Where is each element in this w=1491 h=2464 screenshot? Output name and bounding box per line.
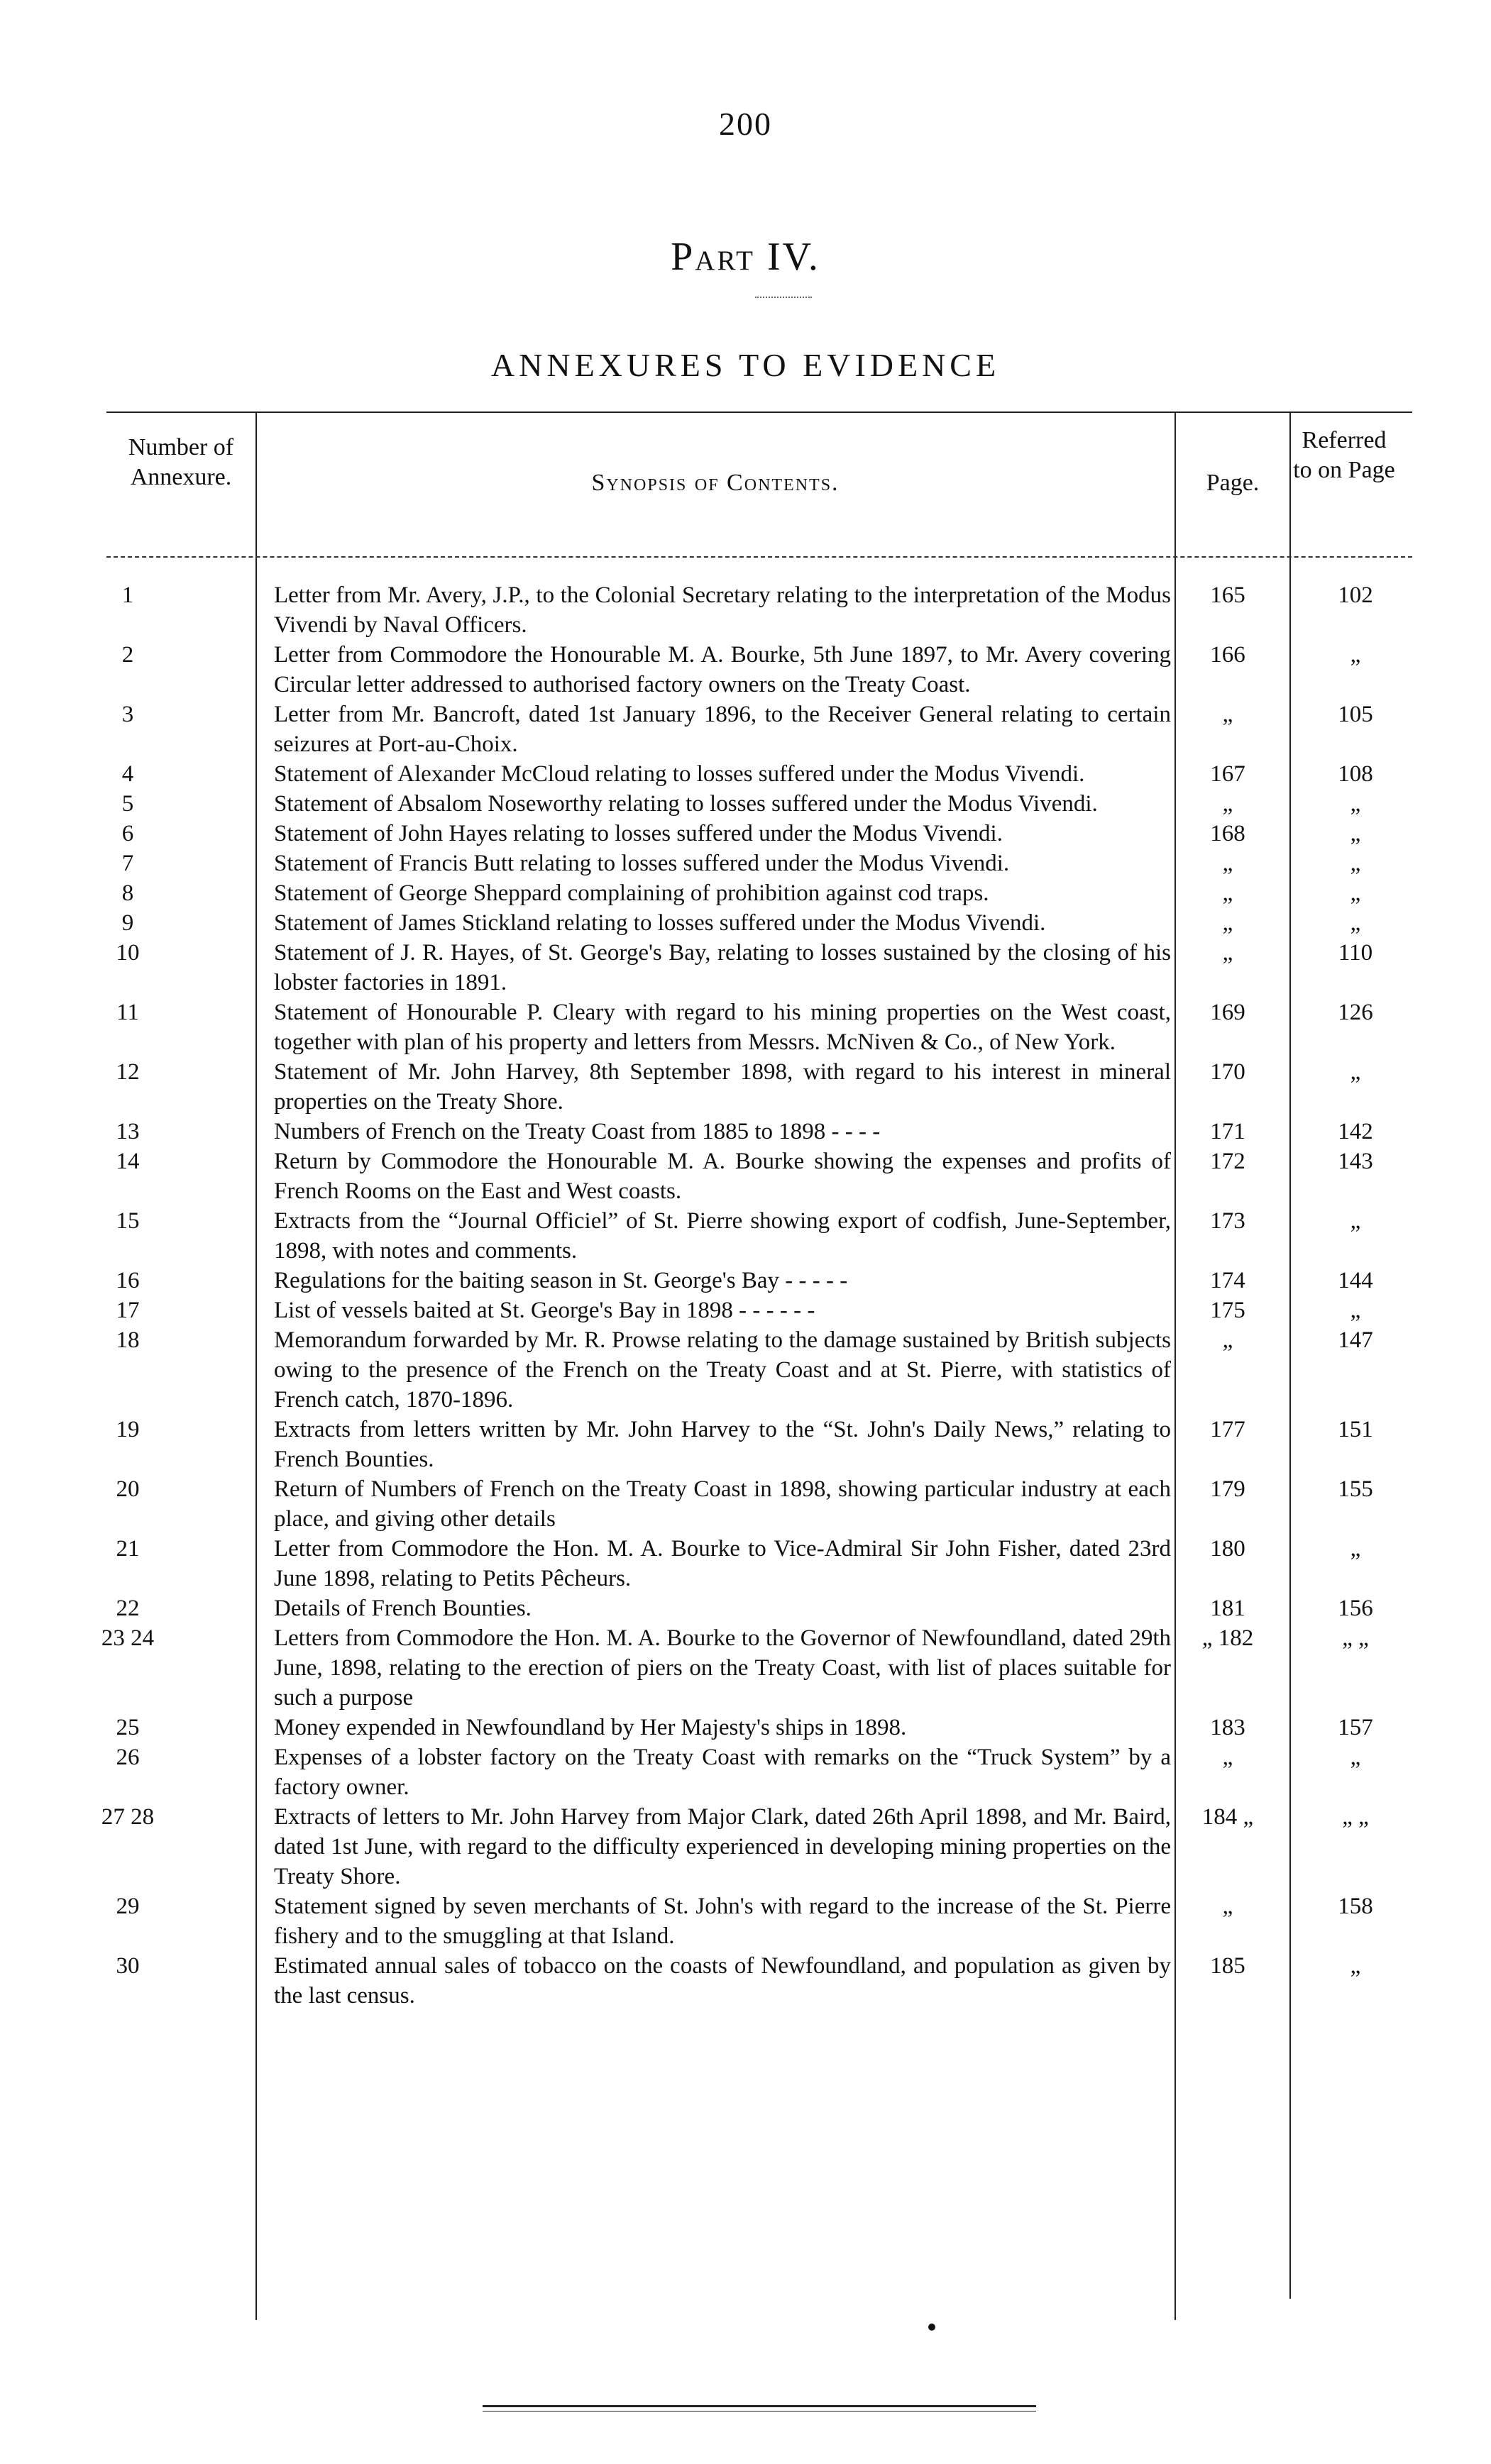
annexure-synopsis: Regulations for the baiting season in St. George's Bay - - - - -	[274, 1268, 848, 1293]
annexure-list	[0, 580, 1491, 2011]
table-row	[0, 1742, 1491, 1802]
annexure-number: 8	[121, 880, 134, 906]
annexure-synopsis: Money expended in Newfoundland by Her Majesty's ships in 1898.	[274, 1715, 907, 1740]
annexure-page: 180	[1210, 1536, 1245, 1562]
annexure-referred-page: „	[1350, 1059, 1361, 1085]
annexure-number: 21	[116, 1536, 140, 1562]
annexure-referred-page: 156	[1338, 1596, 1373, 1621]
annexure-number: 10	[116, 940, 140, 966]
annexure-number: 15	[116, 1208, 140, 1234]
table-row	[0, 1325, 1491, 1415]
table-row	[0, 1623, 1491, 1713]
table-row	[0, 1147, 1491, 1206]
annexure-number: 11	[116, 1000, 139, 1025]
annexure-referred-page: 102	[1338, 582, 1373, 608]
annexure-referred-page: „	[1350, 1536, 1361, 1562]
annexure-number: 1	[121, 582, 134, 608]
annexure-synopsis: Statement of James Stickland relating to losses suffered under the Modus Vivendi.	[274, 910, 1046, 936]
annexure-page: 185	[1210, 1953, 1245, 1979]
annexure-page: „	[1222, 791, 1233, 817]
annexure-synopsis: Statement of John Hayes relating to losses suffered under the Modus Vivendi.	[274, 821, 1003, 846]
annexure-referred-page: „ „	[1342, 1804, 1369, 1830]
annexure-referred-page: „	[1350, 821, 1361, 846]
annexure-synopsis: Statement of Mr. John Harvey, 8th September 1898, with regard to his interest in mineral properties on the Treaty Shore.	[274, 1059, 1171, 1115]
annexure-synopsis: List of vessels baited at St. George's Bay in 1898 - - - - - -	[274, 1298, 815, 1323]
annexure-number: 26	[116, 1745, 140, 1770]
annexure-page: „	[1222, 1745, 1233, 1770]
annexure-page: „	[1222, 702, 1233, 727]
annexure-number: 4	[121, 761, 134, 787]
annexure-synopsis: Extracts from letters written by Mr. John Harvey to the “St. John's Daily News,” relating to French Bounties.	[274, 1417, 1171, 1472]
annexure-number: 18	[116, 1327, 140, 1353]
table-row	[0, 1534, 1491, 1593]
annexure-synopsis: Statement signed by seven merchants of St. John's with regard to the increase of the St. Pierre fishery and to the smuggling at that Island.	[274, 1894, 1171, 1949]
annexure-page: 183	[1210, 1715, 1245, 1740]
annexure-referred-page: 143	[1338, 1149, 1373, 1174]
bullet-mark	[928, 2324, 935, 2331]
annexure-number: 3	[121, 702, 134, 727]
annexure-page: 184 „	[1201, 1804, 1254, 1830]
page-number: 200	[719, 106, 772, 142]
annexure-synopsis: Statement of Honourable P. Cleary with regard to his mining properties on the West coast, together with plan of his property and letters from Messrs. McNiven & Co., of New York.	[274, 1000, 1171, 1055]
annexure-page: 177	[1210, 1417, 1245, 1442]
annexure-page: 166	[1210, 642, 1245, 668]
annexure-page: 170	[1210, 1059, 1245, 1085]
annexure-page: „	[1222, 1894, 1233, 1919]
annexure-number: 13	[116, 1119, 140, 1144]
table-header-rule	[106, 556, 1412, 558]
annexure-referred-page: 157	[1338, 1715, 1373, 1740]
annexure-referred-page: 155	[1338, 1476, 1373, 1502]
annexure-referred-page: 151	[1338, 1417, 1373, 1442]
table-row	[0, 700, 1491, 759]
annexure-page: „	[1222, 880, 1233, 906]
annexure-synopsis: Estimated annual sales of tobacco on the coasts of Newfoundland, and population as given by the last census.	[274, 1953, 1171, 2009]
annexure-synopsis: Statement of Absalom Noseworthy relating to losses suffered under the Modus Vivendi.	[274, 791, 1098, 817]
annexure-referred-page: „	[1350, 910, 1361, 936]
annexure-page: „	[1222, 940, 1233, 966]
annexure-referred-page: „	[1350, 1953, 1361, 1979]
annexure-synopsis: Statement of George Sheppard complaining of prohibition against cod traps.	[274, 880, 989, 906]
table-row	[0, 878, 1491, 908]
annexure-synopsis: Memorandum forwarded by Mr. R. Prowse relating to the damage sustained by British subjects owing to the presence of the French on the Treaty Coast and at St. Pierre, with statistics of French catch, 1870-1896.	[274, 1327, 1171, 1413]
annexure-page: „	[1222, 910, 1233, 936]
annexure-synopsis: Extracts from the “Journal Officiel” of St. Pierre showing export of codfish, June-September, 1898, with notes and comments.	[274, 1208, 1171, 1264]
annexure-number: 17	[116, 1298, 140, 1323]
table-row	[0, 1295, 1491, 1325]
annexure-number: 9	[121, 910, 134, 936]
annexure-synopsis: Letter from Commodore the Hon. M. A. Bourke to Vice-Admiral Sir John Fisher, dated 23rd June 1898, relating to Petits Pêcheurs.	[274, 1536, 1171, 1591]
annexure-page: 165	[1210, 582, 1245, 608]
title-rule	[755, 297, 812, 298]
annexure-synopsis: Expenses of a lobster factory on the Treaty Coast with remarks on the “Truck System” by a factory owner.	[274, 1745, 1171, 1800]
annexure-referred-page: 126	[1338, 1000, 1373, 1025]
column-header-referred: Referred to on Page	[1293, 427, 1395, 483]
annexure-referred-page: 108	[1338, 761, 1373, 787]
annexure-synopsis: Letter from Commodore the Honourable M. A. Bourke, 5th June 1897, to Mr. Avery covering Circular letter addressed to authorised factory owners on the Treaty Coast.	[274, 642, 1171, 697]
annexure-number: 27 28	[101, 1804, 155, 1830]
annexure-number: 23 24	[101, 1625, 155, 1651]
annexure-synopsis: Statement of J. R. Hayes, of St. George's Bay, relating to losses sustained by the closing of his lobster factories in 1891.	[274, 940, 1171, 995]
annexure-number: 12	[116, 1059, 140, 1085]
column-header-synopsis: Synopsis of Contents.	[591, 470, 840, 496]
annexure-synopsis: Return of Numbers of French on the Treaty Coast in 1898, showing particular industry at each place, and giving other details	[274, 1476, 1171, 1532]
annexure-number: 2	[121, 642, 134, 668]
section-title: ANNEXURES TO EVIDENCE	[490, 347, 1001, 383]
annexure-synopsis: Details of French Bounties.	[274, 1596, 532, 1621]
annexure-referred-page: 142	[1338, 1119, 1373, 1144]
annexure-number: 6	[121, 821, 134, 846]
table-row	[0, 819, 1491, 849]
annexure-number: 14	[116, 1149, 140, 1174]
annexure-referred-page: 147	[1338, 1327, 1373, 1353]
column-header-page: Page.	[1206, 470, 1260, 496]
annexure-referred-page: „	[1350, 1745, 1361, 1770]
table-row	[0, 1951, 1491, 2011]
table-row	[0, 1802, 1491, 1891]
table-row	[0, 1117, 1491, 1147]
table-row	[0, 1057, 1491, 1117]
table-top-rule	[106, 411, 1412, 413]
annexure-number: 25	[116, 1715, 140, 1740]
annexure-referred-page: „	[1350, 642, 1361, 668]
table-row	[0, 1713, 1491, 1742]
annexure-number: 16	[116, 1268, 140, 1293]
annexure-synopsis: Return by Commodore the Honourable M. A. Bourke showing the expenses and profits of French Rooms on the East and West coasts.	[274, 1149, 1171, 1204]
annexure-page: 173	[1210, 1208, 1245, 1234]
annexure-page: „	[1222, 1327, 1233, 1353]
annexure-referred-page: „	[1350, 1208, 1361, 1234]
part-title: Part IV.	[671, 235, 820, 279]
table-row	[0, 1474, 1491, 1534]
annexure-page: 175	[1210, 1298, 1245, 1323]
column-header-number: Number of Annexure.	[128, 434, 234, 490]
annexure-page: 179	[1210, 1476, 1245, 1502]
annexure-referred-page: „ „	[1342, 1625, 1369, 1651]
annexure-referred-page: 158	[1338, 1894, 1373, 1919]
annexure-referred-page: „	[1350, 851, 1361, 876]
table-row	[0, 1266, 1491, 1295]
annexure-page: 174	[1210, 1268, 1245, 1293]
annexure-number: 7	[121, 851, 134, 876]
annexure-referred-page: 105	[1338, 702, 1373, 727]
table-row	[0, 908, 1491, 938]
bottom-rule	[483, 2405, 1036, 2407]
annexure-page: 171	[1210, 1119, 1245, 1144]
annexure-synopsis: Statement of Francis Butt relating to losses suffered under the Modus Vivendi.	[274, 851, 1010, 876]
annexure-synopsis: Extracts of letters to Mr. John Harvey from Major Clark, dated 26th April 1898, and Mr. Baird, dated 1st June, with regard to the difficulty experienced in developing mining properties on the Treaty Shore.	[274, 1804, 1171, 1889]
table-row	[0, 1415, 1491, 1474]
annexure-number: 19	[116, 1417, 140, 1442]
table-row	[0, 759, 1491, 789]
table-row	[0, 1891, 1491, 1951]
annexure-referred-page: „	[1350, 791, 1361, 817]
annexure-number: 20	[116, 1476, 140, 1502]
table-row	[0, 849, 1491, 878]
annexure-referred-page: 144	[1338, 1268, 1373, 1293]
annexure-page: 168	[1210, 821, 1245, 846]
annexure-synopsis: Statement of Alexander McCloud relating to losses suffered under the Modus Vivendi.	[274, 761, 1085, 787]
annexure-referred-page: 110	[1338, 940, 1373, 966]
annexure-number: 5	[121, 791, 134, 817]
annexure-number: 22	[116, 1596, 140, 1621]
annexure-page: 181	[1210, 1596, 1245, 1621]
annexure-synopsis: Letters from Commodore the Hon. M. A. Bourke to the Governor of Newfoundland, dated 29th June, 1898, relating to the erection of piers on the Treaty Coast, with list of places suitable for such a purpose	[274, 1625, 1171, 1711]
annexure-page: „	[1222, 851, 1233, 876]
annexure-number: 30	[116, 1953, 140, 1979]
annexure-page: 169	[1210, 1000, 1245, 1025]
table-row	[0, 640, 1491, 700]
table-row	[0, 1206, 1491, 1266]
annexure-synopsis: Letter from Mr. Bancroft, dated 1st January 1896, to the Receiver General relating to certain seizures at Port-au-Choix.	[274, 702, 1171, 757]
annexure-synopsis: Letter from Mr. Avery, J.P., to the Colonial Secretary relating to the interpretation of the Modus Vivendi by Naval Officers.	[274, 582, 1171, 638]
annexure-page: 167	[1210, 761, 1245, 787]
table-row	[0, 580, 1491, 640]
table-row	[0, 998, 1491, 1057]
table-row	[0, 938, 1491, 998]
annexure-synopsis: Numbers of French on the Treaty Coast from 1885 to 1898 - - - -	[274, 1119, 881, 1144]
annexure-referred-page: „	[1350, 1298, 1361, 1323]
table-row	[0, 789, 1491, 819]
annexure-page: 172	[1210, 1149, 1245, 1174]
table-row	[0, 1593, 1491, 1623]
annexure-number: 29	[116, 1894, 140, 1919]
annexure-referred-page: „	[1350, 880, 1361, 906]
annexure-page: „ 182	[1201, 1625, 1254, 1651]
